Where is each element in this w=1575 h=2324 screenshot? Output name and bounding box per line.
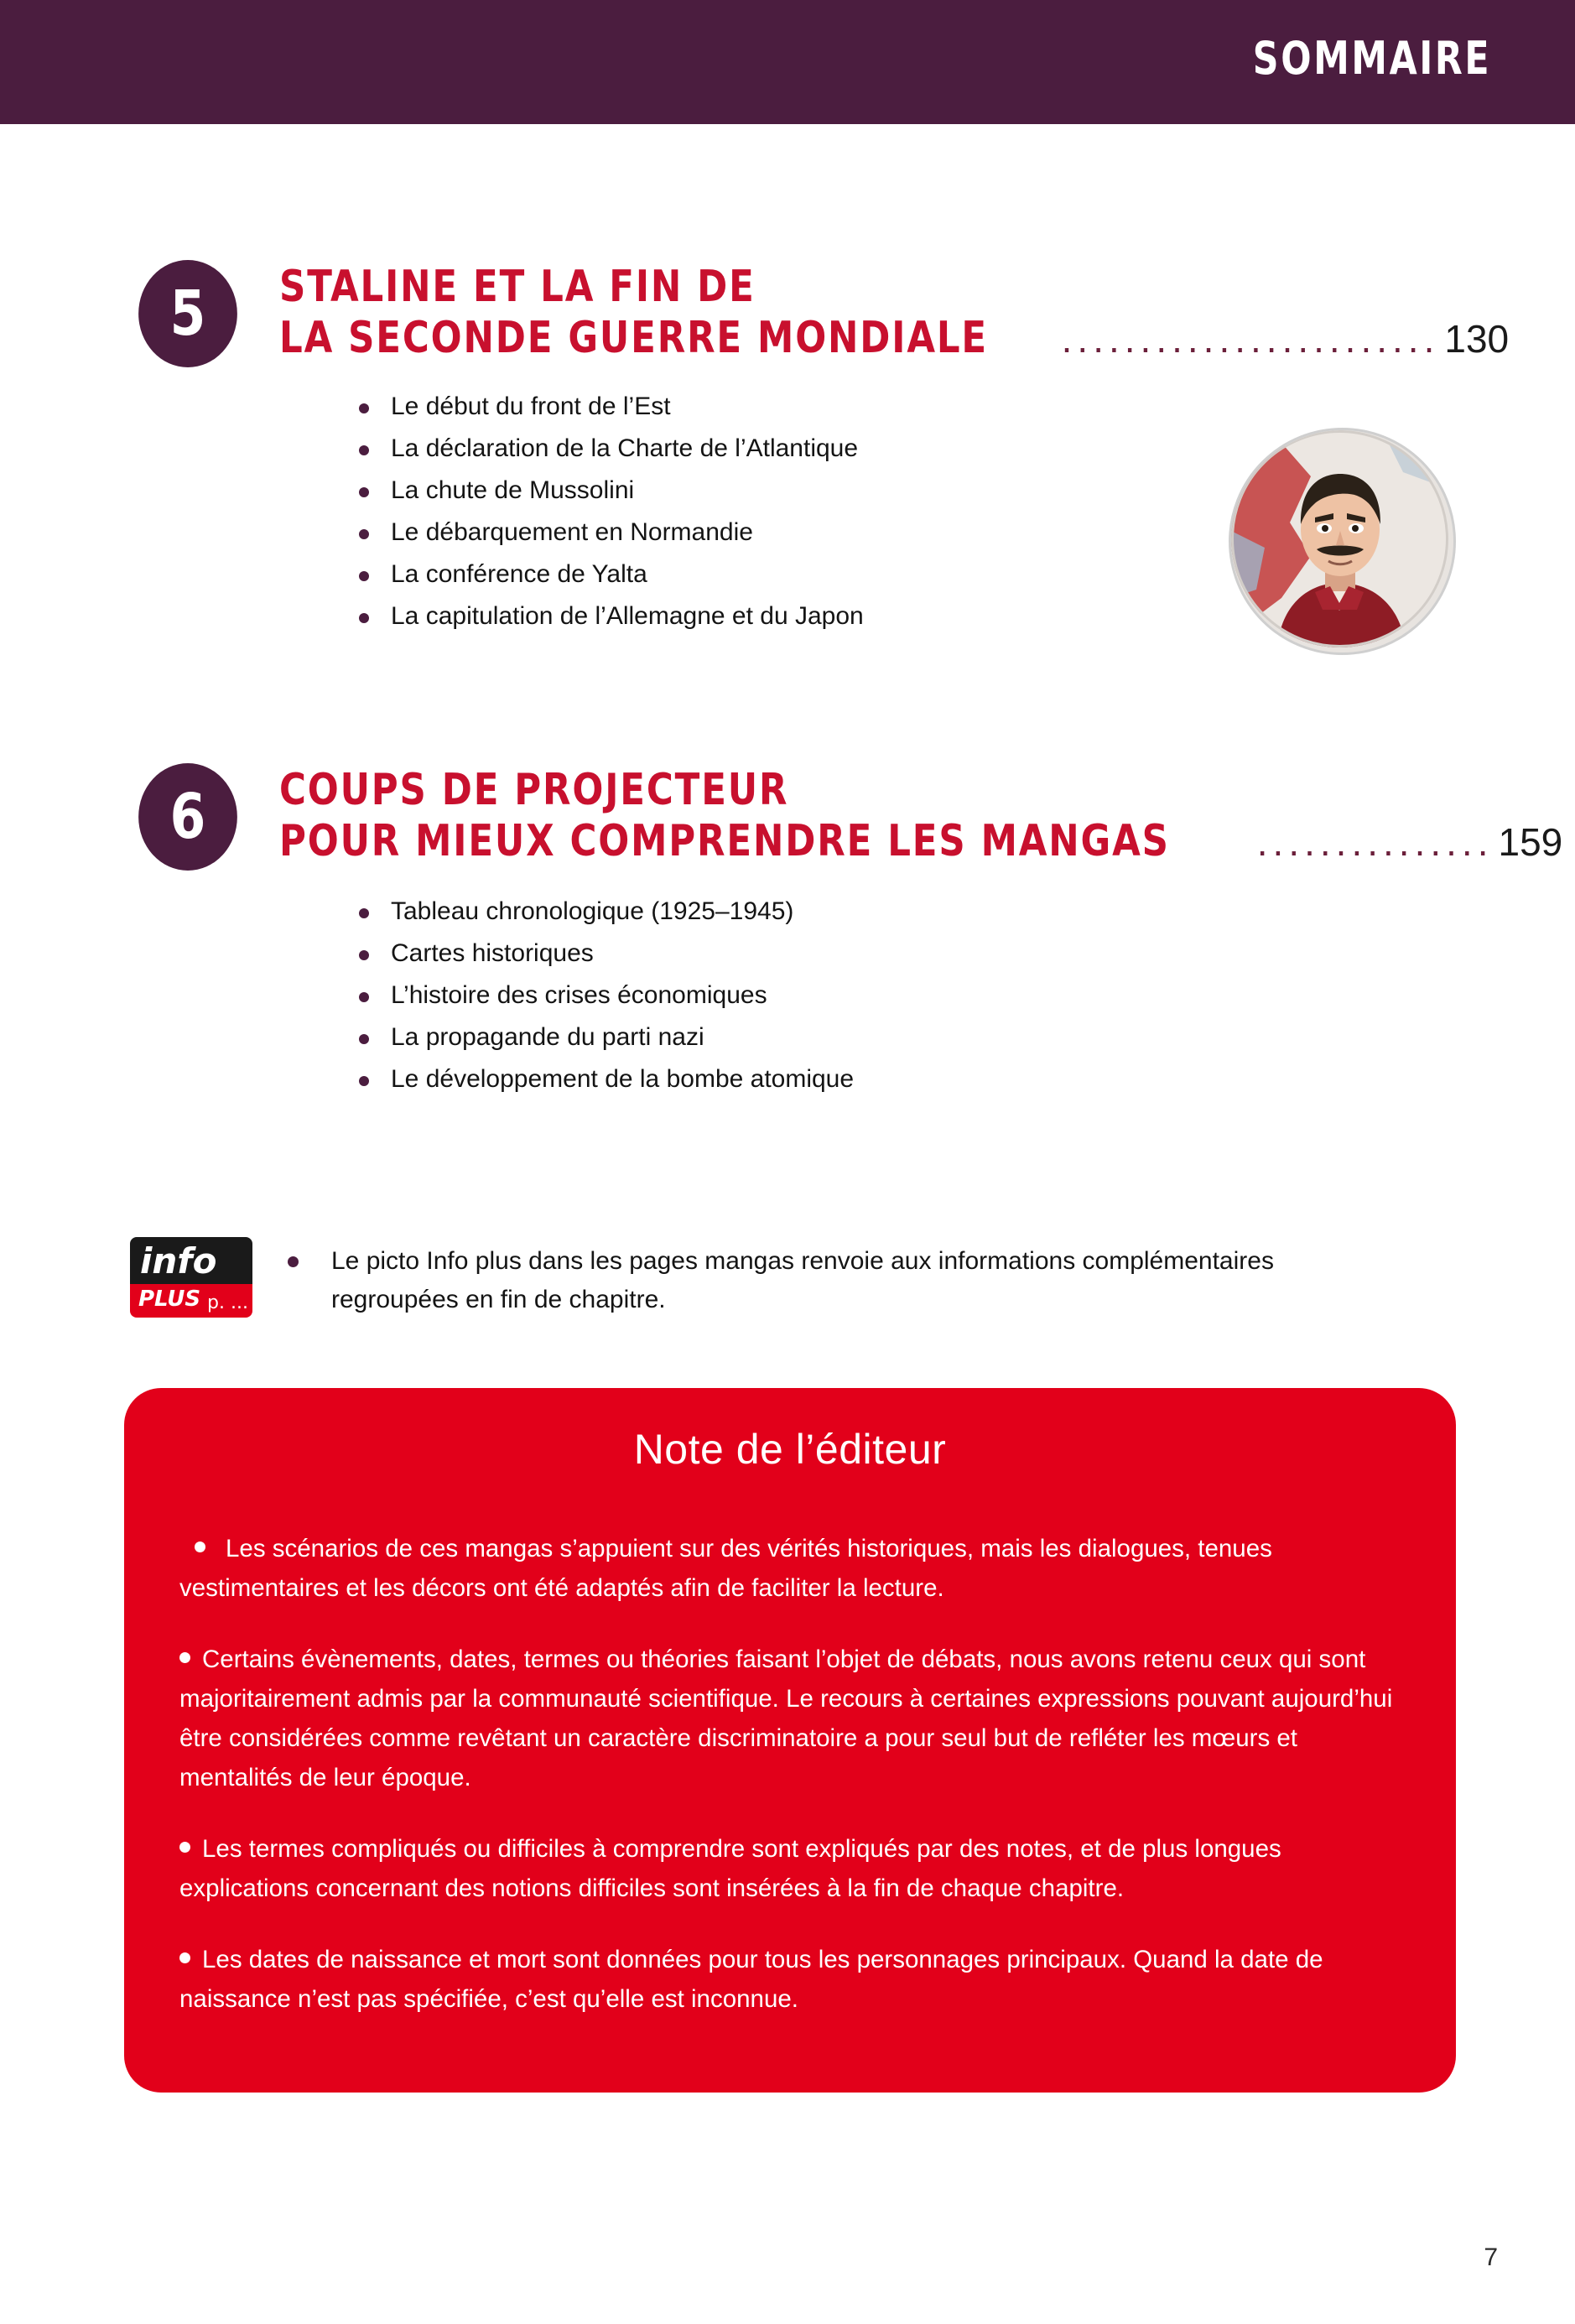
info-plus-icon (130, 1237, 252, 1318)
chapter-topic-list (351, 891, 854, 1100)
chapter-title-line-1: STALINE ET LA FIN DE (279, 262, 756, 312)
info-badge-page-ref: p. ... (207, 1292, 248, 1313)
leader-dots: ............... (1256, 820, 1494, 865)
info-note-copy: Le picto Info plus dans les pages mangas renvoie aux informations complémentaires regroupées en fin de chapitre. (331, 1247, 1274, 1313)
info-badge-plus-word: PLUS (138, 1287, 201, 1312)
editor-note-card (124, 1388, 1456, 2093)
list-item: La déclaration de la Charte de l’Atlantique (351, 428, 864, 470)
chapter-page-number: 159 (1498, 820, 1563, 865)
list-item: Le développement de la bombe atomique (351, 1058, 854, 1100)
chapter-page-number: 130 (1444, 317, 1510, 361)
editor-note-title: Note de l’éditeur (633, 1426, 947, 1473)
info-note-text (331, 1242, 1321, 1319)
chapter-title-line-1: COUPS DE PROJECTEUR (279, 765, 789, 815)
chapter-title-line-2: LA SECONDE GUERRE MONDIALE (279, 313, 989, 364)
chapter-title-line-2: POUR MIEUX COMPRENDRE LES MANGAS (279, 816, 1170, 867)
list-item: L’histoire des crises économiques (351, 975, 854, 1016)
bullet-dot-icon (179, 1952, 190, 1963)
page-title: SOMMAIRE (1252, 32, 1491, 85)
editor-note-paragraph (179, 1940, 1401, 2019)
editor-note-paragraph (179, 1529, 1401, 1608)
chapter-number-badge: 5 (138, 260, 237, 367)
list-item: La capitulation de l’Allemagne et du Japon (351, 595, 864, 637)
list-item: La chute de Mussolini (351, 470, 864, 512)
paragraph-text: Les scénarios de ces mangas s’appuient sur des vérités historiques, mais les dialogues, tenues vestimentaires et les décors ont été adaptés afin de faciliter la lecture. (179, 1534, 1272, 1602)
editor-note-paragraph (179, 1829, 1401, 1908)
editor-note-paragraph (179, 1640, 1401, 1797)
bullet-dot-icon (195, 1542, 205, 1552)
list-item: Tableau chronologique (1925–1945) (351, 891, 854, 933)
stalin-portrait-image (1229, 428, 1456, 655)
leader-dots: ........................ (1061, 317, 1440, 361)
chapter-heading[interactable] (279, 262, 1510, 365)
list-item: Le début du front de l’Est (351, 386, 864, 428)
chapter-number-badge: 6 (138, 763, 237, 871)
list-item: La propagande du parti nazi (351, 1016, 854, 1058)
header-band (0, 0, 1575, 124)
info-badge-word: info (140, 1240, 217, 1282)
chapter-heading[interactable] (279, 765, 1563, 868)
bullet-dot-icon (179, 1842, 190, 1853)
list-item: Le débarquement en Normandie (351, 512, 864, 554)
paragraph-text: Les dates de naissance et mort sont données pour tous les personnages principaux. Quand la date de naissance n’est pas spécifiée, c’est qu’elle est inconnue. (179, 1945, 1323, 2013)
page-number-footer: 7 (1484, 2243, 1498, 2271)
bullet-dot-icon (179, 1652, 190, 1663)
editor-note-body (124, 1474, 1456, 2019)
list-item: La conférence de Yalta (351, 554, 864, 595)
paragraph-text: Les termes compliqués ou difficiles à comprendre sont expliqués par des notes, et de plus longues explications concernant des notions difficiles sont insérées à la fin de chaque chapitre. (179, 1834, 1281, 1902)
list-item: Cartes historiques (351, 933, 854, 975)
chapter-topic-list (351, 386, 864, 637)
paragraph-text: Certains évènements, dates, termes ou théories faisant l’objet de débats, nous avons retenu ceux qui sont majoritairement admis par la communauté scientifique. Le recours à certaines expressions pouvant aujourd’hui être considérées comme revêtant un caractère discriminatoire a pour seul but de refléter les mœurs et mentalités de leur époque. (179, 1645, 1393, 1791)
bullet-dot-icon (288, 1256, 299, 1267)
